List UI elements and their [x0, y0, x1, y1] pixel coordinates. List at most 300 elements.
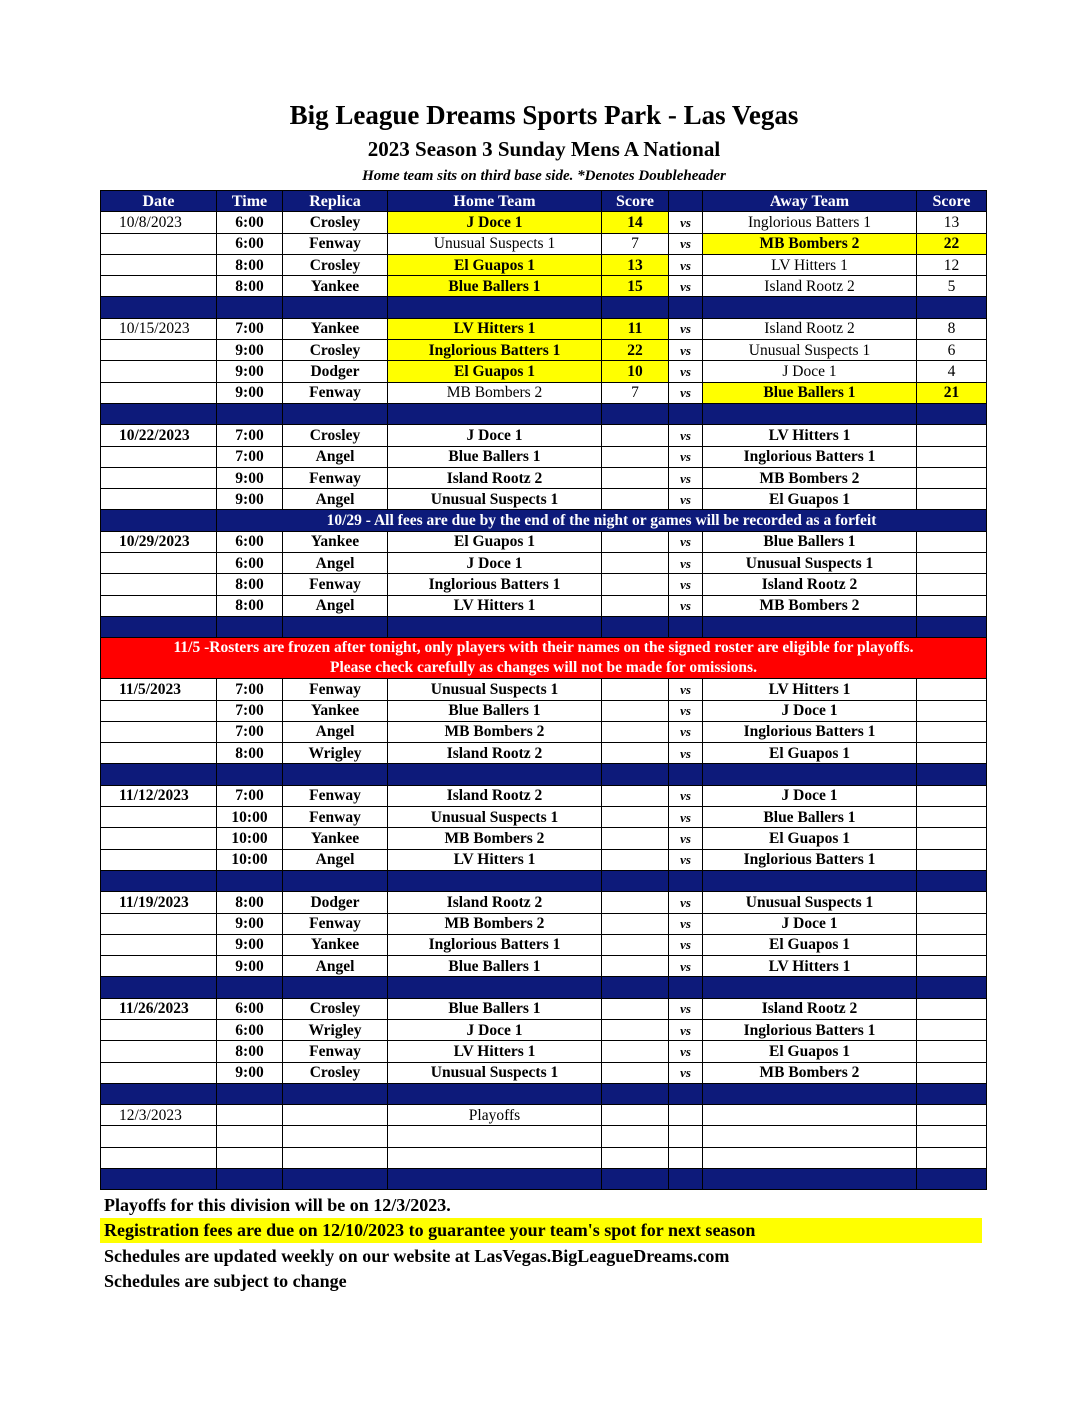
home-score: [602, 849, 669, 870]
vs-label: vs: [669, 254, 703, 275]
away-score: 5: [917, 276, 987, 297]
away-team: El Guapos 1: [703, 743, 917, 764]
separator-row: [101, 1083, 987, 1104]
separator-cell: [669, 764, 703, 785]
game-replica-field: Fenway: [283, 1041, 388, 1062]
game-date: 11/19/2023: [101, 892, 217, 913]
separator-row: [101, 764, 987, 785]
vs-label: vs: [669, 531, 703, 552]
game-date: [101, 1019, 217, 1040]
away-score: [917, 785, 987, 806]
home-team: Blue Ballers 1: [388, 446, 602, 467]
home-team: Inglorious Batters 1: [388, 574, 602, 595]
game-time: 6:00: [217, 233, 283, 254]
away-team: [703, 1147, 917, 1168]
game-row: [101, 785, 987, 806]
footer-website-note: Schedules are updated weekly on our website at LasVegas.BigLeagueDreams.com: [104, 1246, 730, 1266]
vs-label: vs: [669, 233, 703, 254]
home-score: [602, 743, 669, 764]
away-score: 21: [917, 382, 987, 403]
game-row: [101, 361, 987, 382]
game-time: 8:00: [217, 276, 283, 297]
home-team: Island Rootz 2: [388, 467, 602, 488]
separator-cell: [101, 403, 217, 424]
separator-row: [101, 297, 987, 318]
home-team: Unusual Suspects 1: [388, 233, 602, 254]
away-score: [917, 934, 987, 955]
game-time: 9:00: [217, 361, 283, 382]
game-date: [101, 276, 217, 297]
separator-cell: [283, 764, 388, 785]
home-score: [602, 998, 669, 1019]
vs-label: [669, 1147, 703, 1168]
separator-cell: [602, 297, 669, 318]
game-row: [101, 1062, 987, 1083]
home-score: [602, 807, 669, 828]
home-score: [602, 892, 669, 913]
separator-cell: [283, 977, 388, 998]
away-score: [917, 700, 987, 721]
separator-cell: [283, 297, 388, 318]
separator-cell: [669, 403, 703, 424]
vs-label: vs: [669, 595, 703, 616]
schedule-note: Home team sits on third base side. *Denotes Doubleheader: [362, 168, 726, 184]
separator-cell: [917, 297, 987, 318]
separator-cell: [217, 870, 283, 891]
game-time: 6:00: [217, 998, 283, 1019]
away-score: 13: [917, 212, 987, 233]
away-score: 8: [917, 318, 987, 339]
page-title: Big League Dreams Sports Park - Las Vegas: [289, 100, 799, 130]
away-team: LV Hitters 1: [703, 254, 917, 275]
separator-cell: [703, 616, 917, 637]
game-replica-field: Fenway: [283, 233, 388, 254]
game-time: 9:00: [217, 913, 283, 934]
separator-cell: [217, 1169, 283, 1190]
game-replica-field: Yankee: [283, 276, 388, 297]
separator-cell: [602, 616, 669, 637]
home-team: MB Bombers 2: [388, 828, 602, 849]
home-team: LV Hitters 1: [388, 318, 602, 339]
home-team: Unusual Suspects 1: [388, 1062, 602, 1083]
separator-cell: [217, 403, 283, 424]
game-replica-field: Fenway: [283, 467, 388, 488]
home-team: El Guapos 1: [388, 254, 602, 275]
away-team: MB Bombers 2: [703, 467, 917, 488]
separator-cell: [217, 977, 283, 998]
game-date: [101, 913, 217, 934]
game-replica-field: Yankee: [283, 828, 388, 849]
vs-label: vs: [669, 1041, 703, 1062]
game-row: [101, 425, 987, 446]
away-score: [917, 531, 987, 552]
away-team: Inglorious Batters 1: [703, 1019, 917, 1040]
game-date: [101, 361, 217, 382]
alert-message: [101, 638, 987, 679]
game-replica-field: Angel: [283, 553, 388, 574]
home-score: 11: [602, 318, 669, 339]
game-date: [101, 1126, 217, 1147]
separator-cell: [283, 870, 388, 891]
game-time: 8:00: [217, 1041, 283, 1062]
away-team: MB Bombers 2: [703, 1062, 917, 1083]
home-score: [602, 1041, 669, 1062]
game-row: [101, 212, 987, 233]
vs-label: vs: [669, 892, 703, 913]
home-team: Inglorious Batters 1: [388, 934, 602, 955]
game-row: [101, 382, 987, 403]
game-replica-field: Yankee: [283, 318, 388, 339]
game-replica-field: Crosley: [283, 254, 388, 275]
game-replica-field: [283, 1105, 388, 1126]
separator-cell: [217, 1083, 283, 1104]
game-date: 10/15/2023: [101, 318, 217, 339]
home-team: Blue Ballers 1: [388, 998, 602, 1019]
game-time: 6:00: [217, 212, 283, 233]
home-team: Playoffs: [388, 1105, 602, 1126]
home-score: [602, 467, 669, 488]
game-row: [101, 998, 987, 1019]
game-row: [101, 489, 987, 510]
home-score: [602, 700, 669, 721]
separator-cell: [283, 616, 388, 637]
home-team: MB Bombers 2: [388, 382, 602, 403]
away-team: MB Bombers 2: [703, 233, 917, 254]
separator-cell: [388, 616, 602, 637]
away-team: Island Rootz 2: [703, 998, 917, 1019]
home-team: El Guapos 1: [388, 531, 602, 552]
game-date: [101, 553, 217, 574]
game-replica-field: Fenway: [283, 913, 388, 934]
separator-cell: [917, 870, 987, 891]
separator-cell: [217, 616, 283, 637]
vs-label: vs: [669, 446, 703, 467]
vs-label: vs: [669, 743, 703, 764]
vs-label: vs: [669, 276, 703, 297]
home-team: [388, 1147, 602, 1168]
footer-playoffs-note: Playoffs for this division will be on 12/3/2023.: [104, 1195, 451, 1215]
home-score: 14: [602, 212, 669, 233]
home-team: Blue Ballers 1: [388, 276, 602, 297]
away-score: [917, 956, 987, 977]
game-replica-field: Yankee: [283, 531, 388, 552]
away-score: [917, 849, 987, 870]
game-replica-field: Angel: [283, 721, 388, 742]
home-score: [602, 425, 669, 446]
separator-cell: [917, 977, 987, 998]
away-score: [917, 1019, 987, 1040]
game-row: [101, 1041, 987, 1062]
col-vs-header: [669, 191, 703, 212]
home-score: 22: [602, 340, 669, 361]
schedule-table: [100, 190, 987, 1190]
vs-label: [669, 1126, 703, 1147]
game-replica-field: Crosley: [283, 425, 388, 446]
separator-cell: [917, 616, 987, 637]
separator-cell: [703, 1169, 917, 1190]
game-time: 9:00: [217, 467, 283, 488]
game-date: 12/3/2023: [101, 1105, 217, 1126]
away-team: J Doce 1: [703, 361, 917, 382]
home-score: [602, 679, 669, 700]
notice-text: 10/29 - All fees are due by the end of the night or games will be recorded as a forfeit: [217, 510, 987, 531]
home-score: [602, 956, 669, 977]
game-row: [101, 233, 987, 254]
home-team: Unusual Suspects 1: [388, 679, 602, 700]
game-row: [101, 700, 987, 721]
col-time-header: Time: [217, 191, 283, 212]
separator-cell: [602, 1169, 669, 1190]
away-score: [917, 489, 987, 510]
game-row: [101, 340, 987, 361]
away-score: [917, 1126, 987, 1147]
separator-row: [101, 616, 987, 637]
home-team: El Guapos 1: [388, 361, 602, 382]
away-score: 4: [917, 361, 987, 382]
separator-cell: [388, 1169, 602, 1190]
separator-cell: [388, 764, 602, 785]
separator-cell: [602, 870, 669, 891]
vs-label: vs: [669, 212, 703, 233]
col-home-team-header: Home Team: [388, 191, 602, 212]
separator-cell: [703, 977, 917, 998]
game-date: [101, 1062, 217, 1083]
vs-label: vs: [669, 700, 703, 721]
game-time: 7:00: [217, 318, 283, 339]
home-score: 10: [602, 361, 669, 382]
home-team: Unusual Suspects 1: [388, 489, 602, 510]
alert-line-1: 11/5 -Rosters are frozen after tonight, only players with their names on the signed roster are eligible for playoffs.: [173, 639, 914, 657]
vs-label: vs: [669, 807, 703, 828]
home-score: [602, 913, 669, 934]
game-date: [101, 446, 217, 467]
game-time: 6:00: [217, 531, 283, 552]
game-replica-field: [283, 1147, 388, 1168]
vs-label: vs: [669, 574, 703, 595]
game-row: [101, 679, 987, 700]
game-replica-field: Dodger: [283, 361, 388, 382]
game-time: 7:00: [217, 679, 283, 700]
vs-label: vs: [669, 318, 703, 339]
away-score: [917, 892, 987, 913]
home-score: [602, 595, 669, 616]
header-row: [101, 191, 987, 212]
separator-cell: [917, 403, 987, 424]
game-date: [101, 807, 217, 828]
home-team: LV Hitters 1: [388, 595, 602, 616]
game-replica-field: [283, 1126, 388, 1147]
away-team: LV Hitters 1: [703, 679, 917, 700]
game-replica-field: Fenway: [283, 574, 388, 595]
away-team: Island Rootz 2: [703, 318, 917, 339]
game-time: 10:00: [217, 828, 283, 849]
home-team: J Doce 1: [388, 212, 602, 233]
home-score: [602, 1126, 669, 1147]
home-team: Island Rootz 2: [388, 743, 602, 764]
game-date: 10/29/2023: [101, 531, 217, 552]
game-time: 8:00: [217, 892, 283, 913]
separator-cell: [101, 870, 217, 891]
game-row: [101, 595, 987, 616]
game-time: 7:00: [217, 721, 283, 742]
separator-cell: [388, 297, 602, 318]
game-replica-field: Wrigley: [283, 1019, 388, 1040]
separator-cell: [669, 297, 703, 318]
separator-cell: [669, 977, 703, 998]
game-time: 8:00: [217, 743, 283, 764]
game-date: [101, 254, 217, 275]
home-score: [602, 934, 669, 955]
footer-registration-note: Registration fees are due on 12/10/2023 to guarantee your team's spot for next season: [100, 1218, 982, 1243]
vs-label: vs: [669, 956, 703, 977]
separator-cell: [602, 1083, 669, 1104]
separator-cell: [602, 764, 669, 785]
away-score: [917, 1041, 987, 1062]
away-team: El Guapos 1: [703, 934, 917, 955]
vs-label: vs: [669, 934, 703, 955]
home-team: Island Rootz 2: [388, 785, 602, 806]
away-team: Inglorious Batters 1: [703, 446, 917, 467]
vs-label: vs: [669, 467, 703, 488]
schedule-body: [101, 212, 987, 1190]
alert-line-2: Please check carefully as changes will not be made for omissions.: [330, 659, 757, 677]
home-score: [602, 1105, 669, 1126]
game-replica-field: Fenway: [283, 807, 388, 828]
game-time: [217, 1105, 283, 1126]
vs-label: vs: [669, 721, 703, 742]
separator-cell: [101, 1083, 217, 1104]
vs-label: vs: [669, 913, 703, 934]
separator-cell: [101, 616, 217, 637]
game-replica-field: Wrigley: [283, 743, 388, 764]
home-team: J Doce 1: [388, 425, 602, 446]
away-score: [917, 998, 987, 1019]
vs-label: vs: [669, 679, 703, 700]
vs-label: vs: [669, 553, 703, 574]
game-time: 9:00: [217, 956, 283, 977]
away-team: Blue Ballers 1: [703, 382, 917, 403]
home-team: Blue Ballers 1: [388, 700, 602, 721]
game-date: 11/26/2023: [101, 998, 217, 1019]
away-team: Blue Ballers 1: [703, 531, 917, 552]
vs-label: vs: [669, 1062, 703, 1083]
game-time: 9:00: [217, 489, 283, 510]
game-date: [101, 934, 217, 955]
game-time: 10:00: [217, 849, 283, 870]
game-row: [101, 807, 987, 828]
separator-cell: [388, 403, 602, 424]
game-time: 6:00: [217, 553, 283, 574]
away-score: [917, 913, 987, 934]
vs-label: [669, 1105, 703, 1126]
home-team: LV Hitters 1: [388, 1041, 602, 1062]
separator-cell: [283, 1169, 388, 1190]
game-row: [101, 553, 987, 574]
game-date: [101, 828, 217, 849]
footer-change-note: Schedules are subject to change: [104, 1271, 347, 1291]
col-away-score-header: Score: [917, 191, 987, 212]
game-date: 10/8/2023: [101, 212, 217, 233]
game-date: [101, 743, 217, 764]
home-team: J Doce 1: [388, 1019, 602, 1040]
home-score: 7: [602, 233, 669, 254]
away-team: LV Hitters 1: [703, 425, 917, 446]
game-time: 10:00: [217, 807, 283, 828]
game-replica-field: Angel: [283, 849, 388, 870]
away-score: [917, 679, 987, 700]
home-score: [602, 1147, 669, 1168]
separator-cell: [388, 1083, 602, 1104]
game-time: 9:00: [217, 382, 283, 403]
away-team: LV Hitters 1: [703, 956, 917, 977]
away-team: Inglorious Batters 1: [703, 721, 917, 742]
away-score: 12: [917, 254, 987, 275]
away-score: [917, 595, 987, 616]
home-score: 13: [602, 254, 669, 275]
game-row: [101, 318, 987, 339]
game-row: [101, 721, 987, 742]
away-team: Island Rootz 2: [703, 574, 917, 595]
home-team: Island Rootz 2: [388, 892, 602, 913]
home-score: [602, 1019, 669, 1040]
game-time: 9:00: [217, 340, 283, 361]
game-row: [101, 531, 987, 552]
game-row: [101, 1019, 987, 1040]
away-team: Inglorious Batters 1: [703, 212, 917, 233]
game-date: [101, 489, 217, 510]
game-date: [101, 595, 217, 616]
game-date: [101, 849, 217, 870]
game-replica-field: Fenway: [283, 382, 388, 403]
away-score: [917, 828, 987, 849]
separator-cell: [217, 764, 283, 785]
game-replica-field: Dodger: [283, 892, 388, 913]
vs-label: vs: [669, 1019, 703, 1040]
away-team: Unusual Suspects 1: [703, 340, 917, 361]
home-score: [602, 489, 669, 510]
game-time: [217, 1126, 283, 1147]
separator-cell: [669, 616, 703, 637]
separator-cell: [602, 403, 669, 424]
game-time: 9:00: [217, 934, 283, 955]
separator-row: [101, 1169, 987, 1190]
game-time: 9:00: [217, 1062, 283, 1083]
separator-row: [101, 870, 987, 891]
vs-label: vs: [669, 340, 703, 361]
vs-label: vs: [669, 998, 703, 1019]
away-team: J Doce 1: [703, 785, 917, 806]
game-row: [101, 934, 987, 955]
away-team: Unusual Suspects 1: [703, 553, 917, 574]
away-team: El Guapos 1: [703, 828, 917, 849]
home-score: [602, 721, 669, 742]
page-subtitle: 2023 Season 3 Sunday Mens A National: [367, 137, 721, 161]
game-time: 7:00: [217, 446, 283, 467]
game-row: [101, 276, 987, 297]
game-date: [101, 574, 217, 595]
game-time: 7:00: [217, 700, 283, 721]
game-time: 7:00: [217, 785, 283, 806]
away-score: [917, 1147, 987, 1168]
separator-cell: [703, 870, 917, 891]
away-score: [917, 467, 987, 488]
separator-cell: [703, 764, 917, 785]
away-team: J Doce 1: [703, 913, 917, 934]
game-replica-field: Yankee: [283, 700, 388, 721]
home-score: 7: [602, 382, 669, 403]
game-date: [101, 700, 217, 721]
game-replica-field: Crosley: [283, 212, 388, 233]
